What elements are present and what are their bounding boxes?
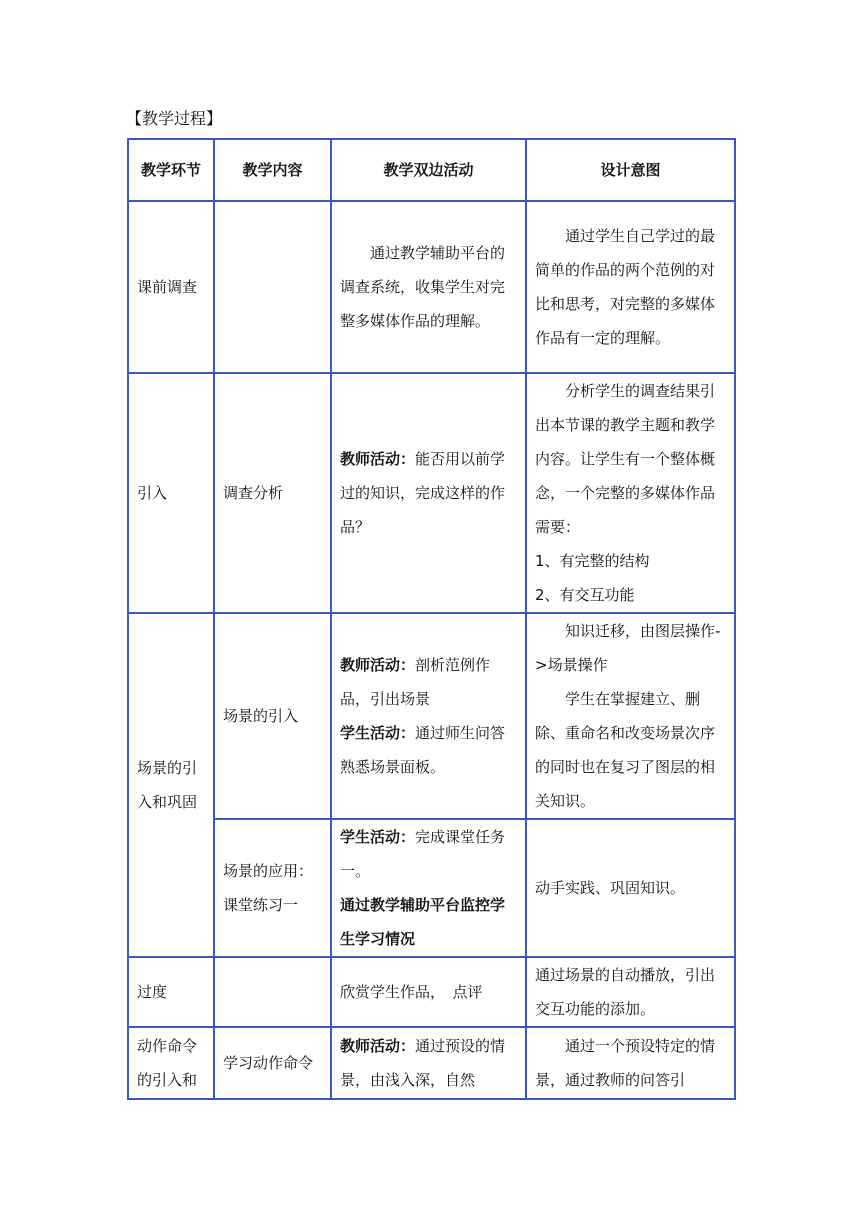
student-activity-label: 学生活动： xyxy=(340,828,416,846)
intent-cell xyxy=(526,201,735,373)
platform-monitor-note: 通过教学辅助平台监控学生学习情况 xyxy=(340,896,506,948)
teacher-activity-label: 教师活动： xyxy=(340,1037,416,1055)
intent-text: 分析学生的调查结果引出本节课的教学主题和教学内容。让学生有一个整体概念，一个完整的多媒体作品需要： xyxy=(535,382,716,536)
intent-text: 通过一个预设特定的情景，通过教师的问答引 xyxy=(535,1037,716,1089)
section-title: 【教学过程】 xyxy=(126,109,223,128)
header-intent: 设计意图 xyxy=(526,139,735,201)
activity-text: 通过教学辅助平台的调查系统，收集学生对完整多媒体作品的理解。 xyxy=(340,244,506,330)
activity-cell xyxy=(331,373,526,613)
intent-cell xyxy=(526,1027,735,1099)
activity-cell xyxy=(331,613,526,819)
teacher-activity-label: 教师活动： xyxy=(340,656,416,674)
content-cell xyxy=(214,957,331,1027)
intent-text: 知识迁移，由图层操作->场景操作 xyxy=(535,622,721,674)
content-cell: 调查分析 xyxy=(214,373,331,613)
table-row xyxy=(128,819,735,957)
intent-text: 学生在掌握建立、删除、重命名和改变场景次序的同时也在复习了图层的相关知识。 xyxy=(535,690,716,810)
table-row xyxy=(128,613,735,819)
table-row xyxy=(128,373,735,613)
intent-text: 动手实践、巩固知识。 xyxy=(535,879,686,897)
table-row xyxy=(128,201,735,373)
student-activity-text: 完成课堂任务一。 xyxy=(340,828,506,880)
stage-cell: 动作命令的引入和 xyxy=(128,1027,214,1099)
header-activity: 教学双边活动 xyxy=(331,139,526,201)
table-row xyxy=(128,1027,735,1099)
content-cell: 学习动作命令 xyxy=(214,1027,331,1099)
teacher-activity-text: 能否用以前学过的知识，完成这样的作品？ xyxy=(340,450,506,536)
header-stage: 教学环节 xyxy=(128,139,214,201)
lesson-process-table xyxy=(127,138,736,1100)
student-activity-text: 通过师生问答熟悉场景面板。 xyxy=(340,724,506,776)
intent-text: 通过学生自己学过的最简单的作品的两个范例的对比和思考，对完整的多媒体作品有一定的理解。 xyxy=(535,227,716,347)
activity-text: 欣赏学生作品， 点评 xyxy=(340,983,483,1001)
activity-cell xyxy=(331,957,526,1027)
teacher-activity-text: 通过预设的情景，由浅入深，自然 xyxy=(340,1037,506,1089)
table-row xyxy=(128,957,735,1027)
table-header-row xyxy=(128,139,735,201)
stage-cell: 场景的引入和巩固 xyxy=(128,613,214,957)
stage-cell: 过度 xyxy=(128,957,214,1027)
activity-cell xyxy=(331,819,526,957)
teacher-activity-label: 教师活动： xyxy=(340,450,416,468)
activity-cell xyxy=(331,201,526,373)
header-content: 教学内容 xyxy=(214,139,331,201)
content-cell: 场景的应用：课堂练习一 xyxy=(214,819,331,957)
intent-list-item: 2、有交互功能 xyxy=(535,586,635,604)
content-cell: 场景的引入 xyxy=(214,613,331,819)
intent-text: 通过场景的自动播放，引出交互功能的添加。 xyxy=(535,966,716,1018)
content-cell xyxy=(214,201,331,373)
activity-cell xyxy=(331,1027,526,1099)
student-activity-label: 学生活动： xyxy=(340,724,416,742)
intent-cell xyxy=(526,373,735,613)
stage-cell: 引入 xyxy=(128,373,214,613)
intent-cell xyxy=(526,819,735,957)
intent-list-item: 1、有完整的结构 xyxy=(535,552,650,570)
stage-cell: 课前调查 xyxy=(128,201,214,373)
intent-cell xyxy=(526,613,735,819)
intent-cell xyxy=(526,957,735,1027)
teacher-activity-text: 剖析范例作品，引出场景 xyxy=(340,656,491,708)
